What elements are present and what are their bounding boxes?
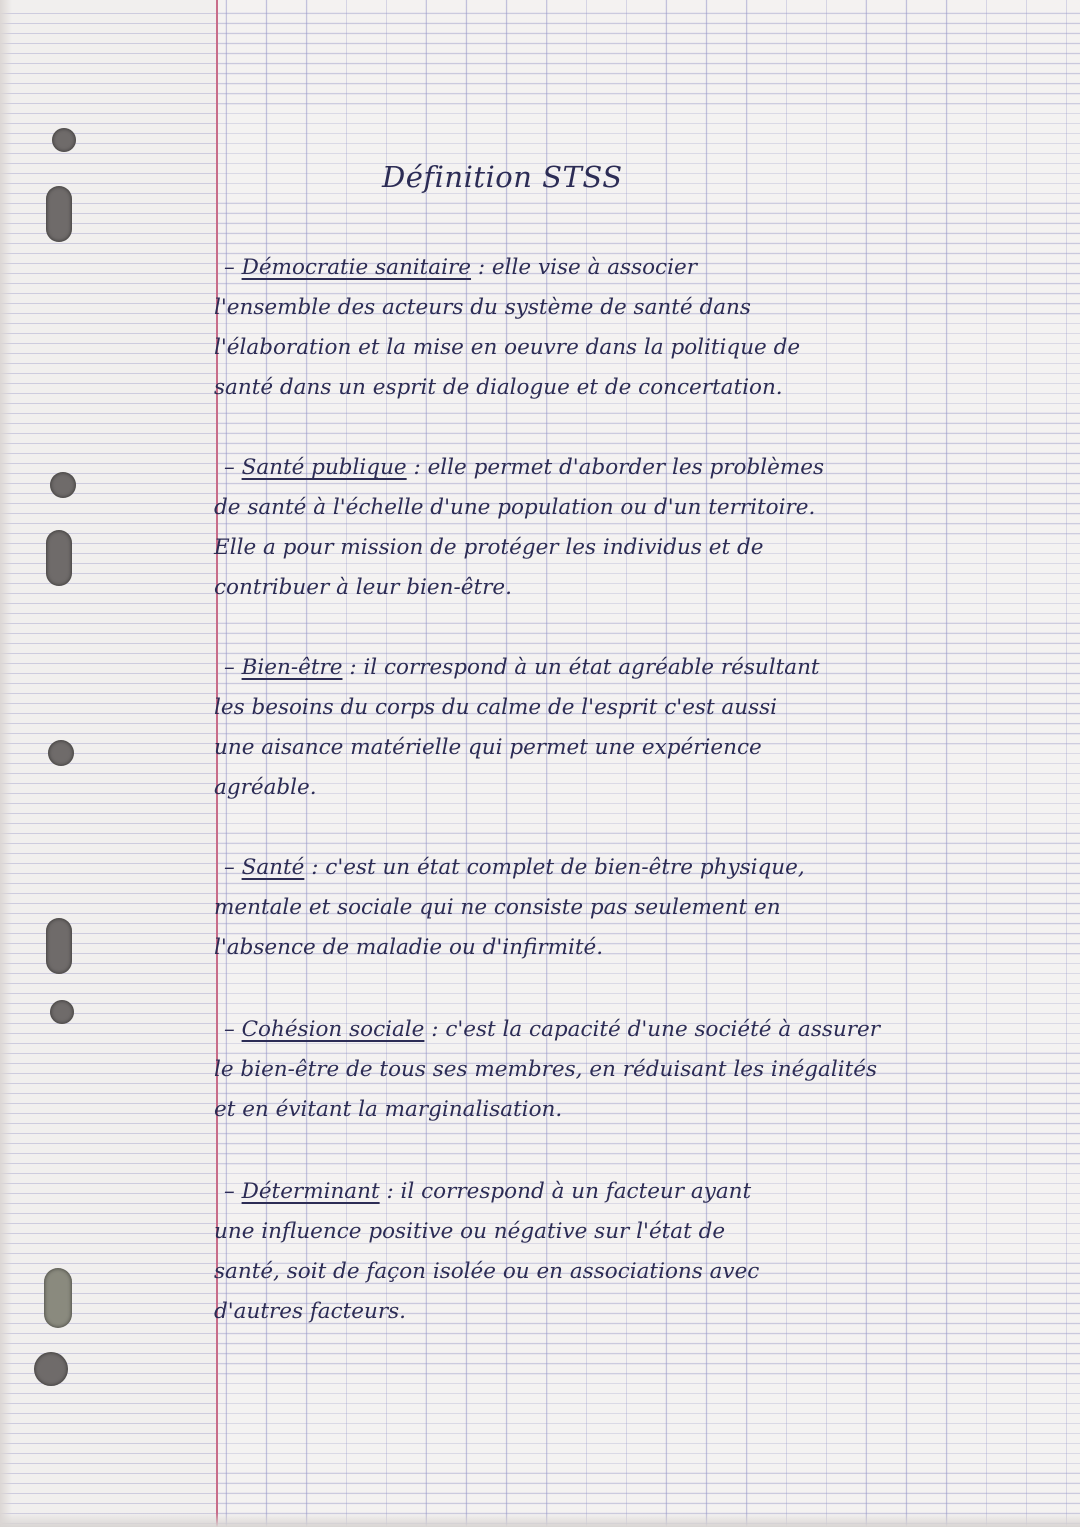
definition-line: – Déterminant : il correspond à un facteur ayant bbox=[224, 1179, 752, 1204]
page-edge bbox=[0, 0, 12, 1527]
definition-sante bbox=[214, 848, 1066, 968]
definition-line: et en évitant la marginalisation. bbox=[214, 1097, 563, 1122]
definition-sante-publique bbox=[214, 448, 1066, 608]
punch-hole bbox=[50, 472, 76, 498]
punch-hole bbox=[46, 918, 72, 974]
definition-line: l'ensemble des acteurs du système de santé dans bbox=[214, 295, 751, 320]
definition-line: l'absence de maladie ou d'infirmité. bbox=[214, 935, 604, 960]
definition-line: d'autres facteurs. bbox=[214, 1299, 407, 1324]
definition-line: – Bien-être : il correspond à un état agréable résultant bbox=[224, 655, 820, 680]
definition-term: Santé bbox=[241, 855, 305, 880]
definition-line: – Santé publique : elle permet d'aborder les problèmes bbox=[224, 455, 824, 480]
definition-term: Bien-être bbox=[241, 655, 343, 680]
punch-hole bbox=[44, 1268, 72, 1328]
definition-line: – Démocratie sanitaire : elle vise à associer bbox=[224, 255, 697, 280]
definition-term: Cohésion sociale bbox=[241, 1017, 425, 1042]
punch-hole bbox=[46, 530, 72, 586]
definition-line: Elle a pour mission de protéger les individus et de bbox=[214, 535, 764, 560]
punch-hole bbox=[34, 1352, 68, 1386]
punch-hole bbox=[48, 740, 74, 766]
definition-line: de santé à l'échelle d'une population ou d'un territoire. bbox=[214, 495, 816, 520]
page-shadow bbox=[0, 1513, 1080, 1527]
definition-term: Santé publique bbox=[241, 455, 407, 480]
punch-hole bbox=[46, 186, 72, 242]
definition-line: mentale et sociale qui ne consiste pas seulement en bbox=[214, 895, 781, 920]
definition-line: les besoins du corps du calme de l'esprit c'est aussi bbox=[214, 695, 778, 720]
definition-line: l'élaboration et la mise en oeuvre dans la politique de bbox=[214, 335, 801, 360]
definition-line: – Santé : c'est un état complet de bien-être physique, bbox=[224, 855, 805, 880]
definition-line: une influence positive ou négative sur l'état de bbox=[214, 1219, 726, 1244]
definition-line: agréable. bbox=[214, 775, 317, 800]
punch-hole bbox=[50, 1000, 74, 1024]
definition-term: Démocratie sanitaire bbox=[241, 255, 472, 280]
definition-line: le bien-être de tous ses membres, en réduisant les inégalités bbox=[214, 1057, 878, 1082]
definition-line: contribuer à leur bien-être. bbox=[214, 575, 512, 600]
definition-cohesion-sociale bbox=[214, 1010, 1066, 1130]
definition-line: une aisance matérielle qui permet une expérience bbox=[214, 735, 762, 760]
punch-hole bbox=[52, 128, 76, 152]
page-title: Définition STSS bbox=[382, 160, 623, 194]
definition-line: – Cohésion sociale : c'est la capacité d'une société à assurer bbox=[224, 1017, 881, 1042]
definition-line: santé dans un esprit de dialogue et de concertation. bbox=[214, 375, 783, 400]
definition-bien-etre bbox=[214, 648, 1066, 808]
definition-determinant bbox=[214, 1172, 1066, 1332]
page-margin-area bbox=[0, 0, 216, 1527]
definition-democratie-sanitaire bbox=[214, 248, 1066, 408]
definition-line: santé, soit de façon isolée ou en associations avec bbox=[214, 1259, 760, 1284]
definition-term: Déterminant bbox=[241, 1179, 380, 1204]
